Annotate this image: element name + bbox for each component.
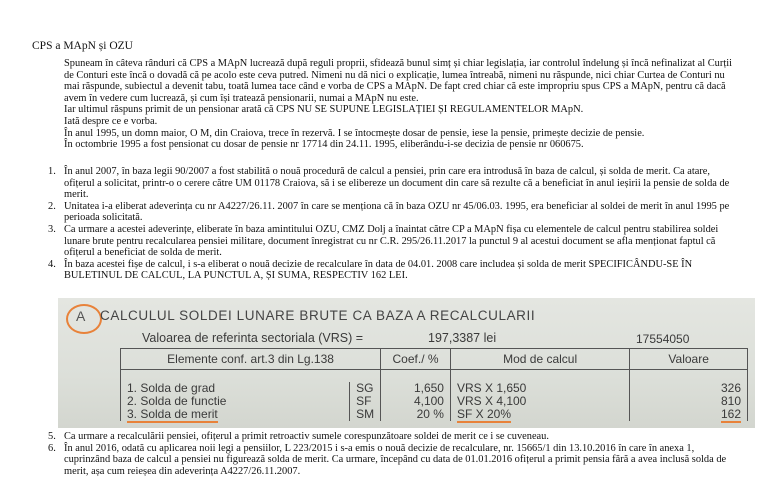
section-letter: A [76,308,86,324]
intro-paragraph-5: În octombrie 1995 a fost pensionat cu dosar de pensie nr 17714 din 24.11. 1995, eliberându-i-se decizia de pensie nr 060675. [64,139,584,151]
list-item-text: În anul 2016, odată cu aplicarea noii legi a pensiilor, L 223/2015 i s-a emis o nouă decizie de recalculare, nr. 15665/1 din 13.10.2016 în care în anexa 1, cuprinzând baza de calcul a pensiei nu figurează solda de merit. Ca urmare, începând cu data de 01.01.2016 ofițerul a primit pensia fără a avea inclusă solda de merit, așa cum reieșea din adeverința A4227/26.11.2007. [64,442,727,477]
list-item [40,431,740,443]
list-number: 1. [48,166,56,177]
list-item [40,259,740,282]
highlighted-label: 3. Solda de merit [127,407,218,421]
row-coef: 4,100 [381,395,451,408]
row-value: 810 [630,395,748,408]
calculation-sheet-photo [58,298,755,428]
highlighted-mod: SF X 20% [456,407,511,421]
list-item-text: În baza acestei fișe de calcul, i s-a eliberat o nouă decizie de recalculare în data de 04.01. 2008 care includea și solda de merit SPECIFICÂNDU-SE ÎN BULETINUL DE CALCUL, LA PUNCTUL A, ȘI SUMA, RESPECTIV 162 LEI. [64,258,693,282]
list-number: 2. [48,200,56,212]
list-item-text: În anul 2007, în baza legii 90/2007 a fost stabilită o nouă procedură de calcul a pensiei, prin care era introdusă în baza de calcul, și solda de merit. Ca atare, ofițerul a solicitat, printr-o o cerere către UM 01178 Craiova, să i se elibereze un document din care să rezulte că a beneficiat în anul ieșirii la pensie de solda de merit. [64,166,730,201]
numbered-list-first [40,166,740,282]
vrs-label: Valoarea de referinta sectoriala (VRS) = [142,331,364,345]
row-value: 326 [630,382,748,395]
row-label [121,408,350,421]
header-mod: Mod de calcul [450,349,629,370]
list-item-text: Ca urmare a recalculării pensiei, ofițerul a primit retroactiv sumele corespunzătoare soldei de merit ce i se cuveneau. [64,431,549,442]
list-number: 5. [48,431,56,442]
intro-paragraph-2: Iar ultimul răspuns primit de un pensionar arată că CPS NU SE SUPUNE LEGISLAȚIEI ȘI REGULAMENTELOR MApN. [64,104,584,116]
row-coef: 20 % [381,408,451,421]
list-item-text: Unitatea i-a eliberat adeverința cu nr A4227/26.11. 2007 în care se menționa că în baza OZU nr 45/06.03. 1995, era beneficiar al soldei de merit în anul 1995 pe perioada solicitată. [64,200,730,224]
calculation-table [120,348,748,421]
list-number: 6. [48,442,56,454]
header-valoare: Valoare [630,349,748,370]
row-code: SM [350,408,381,421]
intro-text [64,58,736,151]
intro-paragraph-3: Iată despre ce e vorba. [64,115,158,127]
row-code: SG [350,382,381,395]
list-item [40,166,740,201]
row-code: SF [350,395,381,408]
row-label: 1. Solda de grad [121,382,350,395]
highlighted-value: 162 [720,407,741,421]
table-header-row [121,349,748,370]
row-mod: VRS X 1,650 [450,382,629,395]
vrs-value: 197,3387 lei [428,331,497,345]
header-elements: Elemente conf. art.3 din Lg.138 [121,349,381,370]
list-item [40,201,740,224]
row-mod [450,408,629,421]
row-mod: VRS X 4,100 [450,395,629,408]
row-coef: 1,650 [381,382,451,395]
numbered-list-second [40,431,740,477]
list-number: 3. [48,223,56,235]
row-value [630,408,748,421]
row-label: 2. Solda de functie [121,395,350,408]
intro-paragraph-4: În anul 1995, un domn maior, O M, din Craiova, trece în rezervă. I se întocmește dosar de pensie, iese la pensie, primește decizie de pensie. [64,127,645,139]
list-number: 4. [48,258,56,270]
list-item [40,443,740,478]
header-coef: Coef./ % [381,349,451,370]
intro-paragraph-1: Spuneam în câteva rânduri că CPS a MApN lucrează după reguli proprii, sfidează bunul simț și chiar legislația, iar controlul îndelung și încă nefinalizat al Curții de Conturi este încă o dovadă că pe acolo este ceva putred. Nimeni nu dă nici o explicație, lumea întreabă, nimeni nu răspunde, nici chiar Curtea de Conturi nu mai răspunde, subiectul a devenit tabu, toată lumea tace când e vorba de CPS a MApN. De fapt cred chiar că este impropriu spus CPS a MApN, pentru că dacă avem în vedere cum lucrează, și cum își tratează pensionarii, numai a MApN nu este. [64,58,732,104]
list-item-text: Ca urmare a acestei adeverințe, eliberate în baza amintitului OZU, CMZ Dolj a înaintat către CP a MApN fișa cu elementele de calcul pentru stabilirea soldei lunare brute pentru recalcularea pensiei militare, document înregistrat cu nr C.R. 295/26.11.2017 la punctul 9 al acestui document se afla menționat faptul că ofițerul a beneficiat de solda de merit. [64,223,719,259]
sheet-heading: CALCULUL SOLDEI LUNARE BRUTE CA BAZA A RECALCULARII [100,308,536,323]
list-item [40,224,740,259]
table-row-highlighted [121,408,748,421]
article-title: CPS a MApN și OZU [32,40,133,52]
vrs-code: 17554050 [636,332,690,346]
